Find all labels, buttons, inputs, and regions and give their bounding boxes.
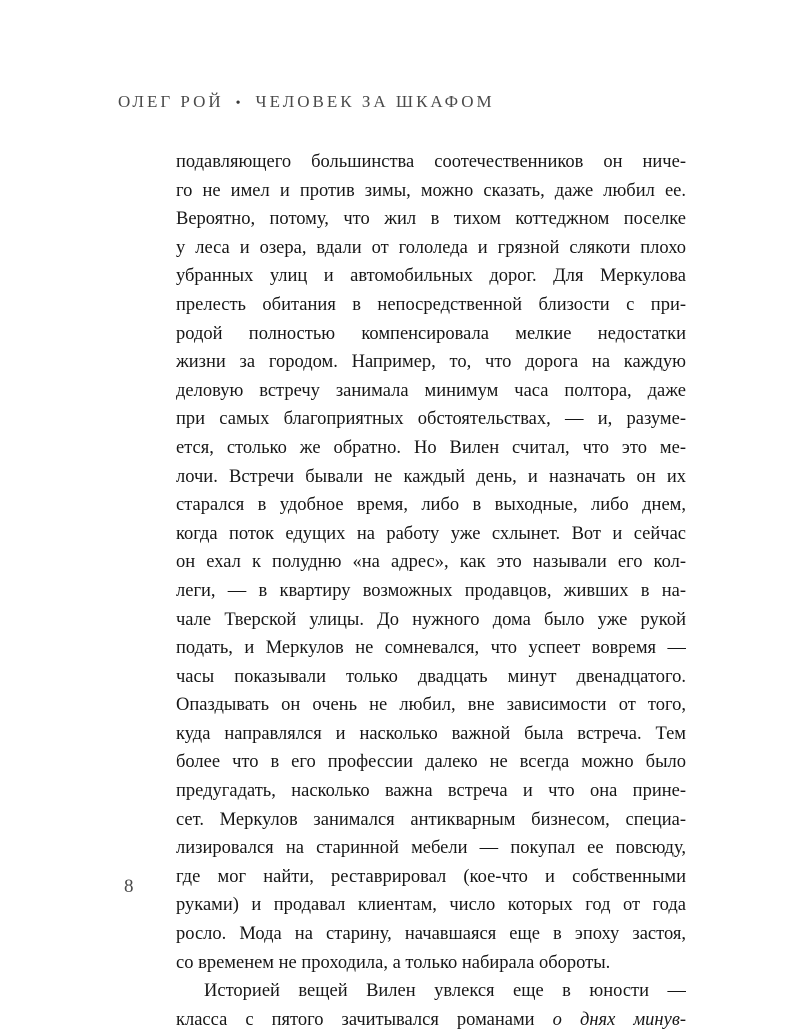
text-run: класса с пятого зачитывался романами (176, 1009, 553, 1030)
page-number: 8 (124, 876, 134, 897)
text-line: часы показывали только двадцать минут двенадцатого. (176, 666, 686, 687)
running-head (118, 92, 495, 112)
body-text (176, 148, 686, 1034)
text-line: деловую встречу занимала минимум часа полтора, даже (176, 380, 686, 401)
text-line: прелесть обитания в непосредственной близости с при- (176, 294, 686, 315)
text-line: при самых благоприятных обстоятельствах, — и, разуме- (176, 409, 686, 430)
text-line: Опаздывать он очень не любил, вне зависимости от того, (176, 695, 686, 716)
text-line: леги, — в квартиру возможных продавцов, живших в на- (176, 580, 686, 601)
text-line: Вероятно, потому, что жил в тихом коттеджном поселке (176, 209, 686, 230)
text-line: руками) и продавал клиентам, число которых год от года (176, 895, 686, 916)
text-line: более что в его профессии далеко не всегда можно было (176, 752, 686, 773)
text-line: го не имел и против зимы, можно сказать, даже любил ее. (176, 180, 686, 201)
text-line: когда поток едущих на работу уже схлынет. Вот и сейчас (176, 523, 686, 544)
text-line: подавляющего большинства соотечественников он ниче- (176, 152, 686, 172)
text-line: подать, и Меркулов не сомневался, что успеет вовремя — (176, 638, 686, 659)
text-line: лочи. Встречи бывали не каждый день, и назначать он их (176, 466, 686, 487)
text-line: он ехал к полудню «на адрес», как это называли его кол- (176, 552, 686, 573)
header-separator: • (235, 96, 244, 111)
paragraph-start-line: Историей вещей Вилен увлекся еще в юности — (204, 981, 686, 1002)
italic-text-run: о днях минув- (552, 1009, 686, 1030)
text-line: где мог найти, реставрировал (кое-что и собственными (176, 866, 686, 887)
text-line: росло. Мода на старину, начавшаяся еще в эпоху застоя, (176, 924, 686, 945)
text-line: ется, столько же обратно. Но Вилен считал, что это ме- (176, 437, 686, 458)
text-line-mixed (176, 1006, 686, 1034)
text-line: лизировался на старинной мебели — покупал ее повсюду, (176, 838, 686, 859)
text-line: старался в удобное время, либо в выходные, либо днем, (176, 495, 686, 516)
header-title: ЧЕЛОВЕК ЗА ШКАФОМ (255, 92, 495, 111)
text-line: родой полностью компенсировала мелкие недостатки (176, 323, 686, 344)
text-line: жизни за городом. Например, то, что дорога на каждую (176, 352, 686, 373)
text-line: предугадать, насколько важна встреча и что она прине- (176, 781, 686, 802)
text-line: у леса и озера, вдали от гололеда и грязной слякоти плохо (176, 237, 686, 258)
text-line: чале Тверской улицы. До нужного дома было уже рукой (176, 609, 686, 630)
paragraph-end-line: со временем не проходила, а только набирала обороты. (176, 952, 611, 973)
header-author: ОЛЕГ РОЙ (118, 92, 224, 111)
text-line: убранных улиц и автомобильных дорог. Для Меркулова (176, 266, 686, 287)
text-line: куда направлялся и насколько важной была встреча. Тем (176, 723, 686, 744)
text-line: сет. Меркулов занимался антикварным бизнесом, специа- (176, 809, 686, 830)
